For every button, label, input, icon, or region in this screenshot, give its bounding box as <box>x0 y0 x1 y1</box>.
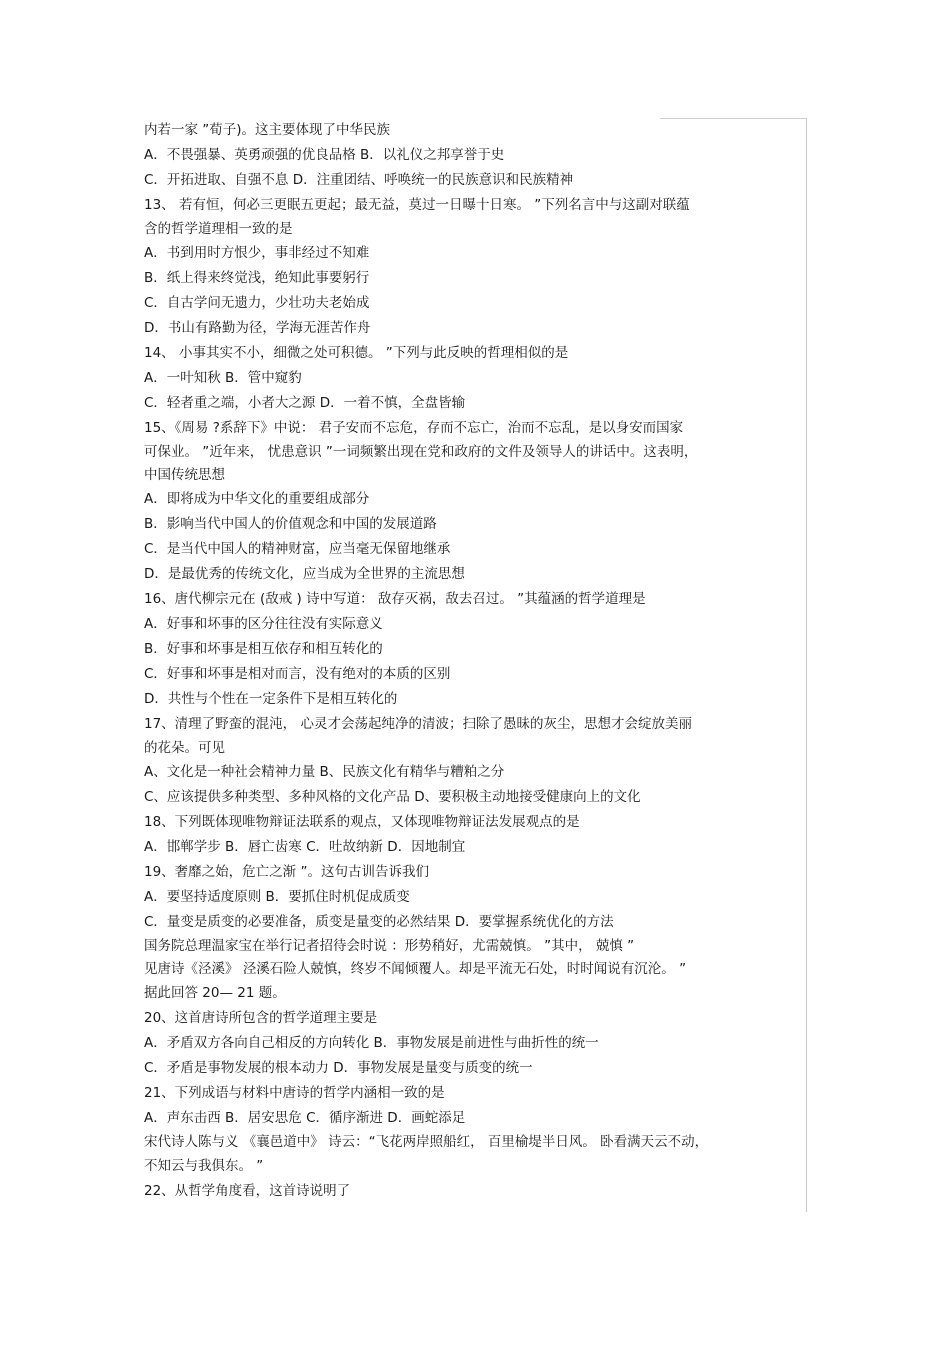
text-line: 不知云与我俱东。 ” <box>144 1158 264 1174</box>
text-line: D．共性与个性在一定条件下是相互转化的 <box>144 691 398 707</box>
question-16: 16、唐代柳宗元在 (敌戒 ) 诗中写道： 敌存灭祸，敌去召过。 ”其蕴涵的哲学道理是 <box>144 591 646 607</box>
text-line: 的花朵。可见 <box>144 740 225 756</box>
text-line: C、应该提供多种类型、多种风格的文化产品 D、要积极主动地接受健康向上的文化 <box>144 789 641 805</box>
question-13: 13、 若有恒，何必三更眠五更起；最无益，莫过一日曝十日寒。 ”下列名言中与这副对联蕴 <box>144 197 690 213</box>
text-line: A．好事和坏事的区分往往没有实际意义 <box>144 616 383 632</box>
text-line: D．书山有路勤为径，学海无涯苦作舟 <box>144 320 371 336</box>
text-line: C．开拓进取、自强不息 D．注重团结、呼唤统一的民族意识和民族精神 <box>144 172 574 188</box>
text-line: A、文化是一种社会精神力量 B、民族文化有精华与糟粕之分 <box>144 764 505 780</box>
question-21: 21、下列成语与材料中唐诗的哲学内涵相一致的是 <box>144 1085 445 1101</box>
text-line: C．自古学问无遗力，少壮功夫老始成 <box>144 295 370 311</box>
text-line: A．声东击西 B．居安思危 C．循序渐进 D．画蛇添足 <box>144 1110 466 1126</box>
text-line: A．一叶知秋 B．管中窥豹 <box>144 370 302 386</box>
text-line: 含的哲学道理相一致的是 <box>144 221 293 237</box>
text-line: A．矛盾双方各向自己相反的方向转化 B．事物发展是前进性与曲折性的统一 <box>144 1035 599 1051</box>
document-body <box>144 118 804 1204</box>
text-line: C．轻者重之端，小者大之源 D．一着不慎，全盘皆输 <box>144 395 466 411</box>
text-line: C．好事和坏事是相对而言，没有绝对的本质的区别 <box>144 666 451 682</box>
question-15: 15、《周易 ?系辞下》中说： 君子安而不忘危，存而不忘亡，治而不忘乱，是以身安而国家 <box>144 420 684 436</box>
text-line: C．是当代中国人的精神财富，应当毫无保留地继承 <box>144 541 451 557</box>
text-line: 宋代诗人陈与义 《襄邑道中》 诗云：“飞花两岸照船红， 百里榆堤半日风。 卧看满天云不动， <box>144 1134 709 1150</box>
question-19: 19、奢靡之始，危亡之渐 ”。这句古训告诉我们 <box>144 864 429 880</box>
text-line: A．书到用时方恨少，事非经过不知难 <box>144 245 370 261</box>
text-line: D．是最优秀的传统文化，应当成为全世界的主流思想 <box>144 566 465 582</box>
text-line: B．好事和坏事是相互依存和相互转化的 <box>144 641 383 657</box>
page-border-right <box>806 118 807 1212</box>
text-line: A．即将成为中华文化的重要组成部分 <box>144 491 370 507</box>
text-line: 可保业。 ”近年来， 忧患意识 ”一词频繁出现在党和政府的文件及领导人的讲话中。这表明， <box>144 444 698 460</box>
question-18: 18、下列既体现唯物辩证法联系的观点，又体现唯物辩证法发展观点的是 <box>144 814 580 830</box>
text-line: 内若一家 ”荀子)。这主要体现了中华民族 <box>144 122 391 138</box>
text-line: 中国传统思想 <box>144 467 225 483</box>
text-line: A．不畏强暴、英勇顽强的优良品格 B．以礼仪之邦享誉于史 <box>144 147 505 163</box>
text-line: 国务院总理温家宝在举行记者招待会时说 ：形势稍好，尤需兢慎。 ”其中， 兢慎 ” <box>144 938 635 954</box>
text-line: A．要坚持适度原则 B．要抓住时机促成质变 <box>144 889 410 905</box>
text-line: A．邯郸学步 B．唇亡齿寒 C．吐故纳新 D．因地制宜 <box>144 839 466 855</box>
question-20: 20、这首唐诗所包含的哲学道理主要是 <box>144 1010 378 1026</box>
text-line: C．矛盾是事物发展的根本动力 D．事物发展是量变与质变的统一 <box>144 1060 533 1076</box>
text-line: B．纸上得来终觉浅，绝知此事要躬行 <box>144 270 370 286</box>
text-line: C．量变是质变的必要准备，质变是量变的必然结果 D．要掌握系统优化的方法 <box>144 914 614 930</box>
question-14: 14、 小事其实不小，细微之处可积德。 ”下列与此反映的哲理相似的是 <box>144 345 569 361</box>
question-22: 22、从哲学角度看，这首诗说明了 <box>144 1183 351 1199</box>
text-line: B．影响当代中国人的价值观念和中国的发展道路 <box>144 516 437 532</box>
text-line: 据此回答 20— 21 题。 <box>144 985 286 1001</box>
text-line: 见唐诗《泾溪》 泾溪石险人兢慎，终岁不闻倾覆人。却是平流无石处，时时闻说有沉沦。 ” <box>144 961 687 977</box>
question-17: 17、清理了野蛮的混沌， 心灵才会荡起纯净的清波；扫除了愚昧的灰尘，思想才会绽放美丽 <box>144 716 692 732</box>
